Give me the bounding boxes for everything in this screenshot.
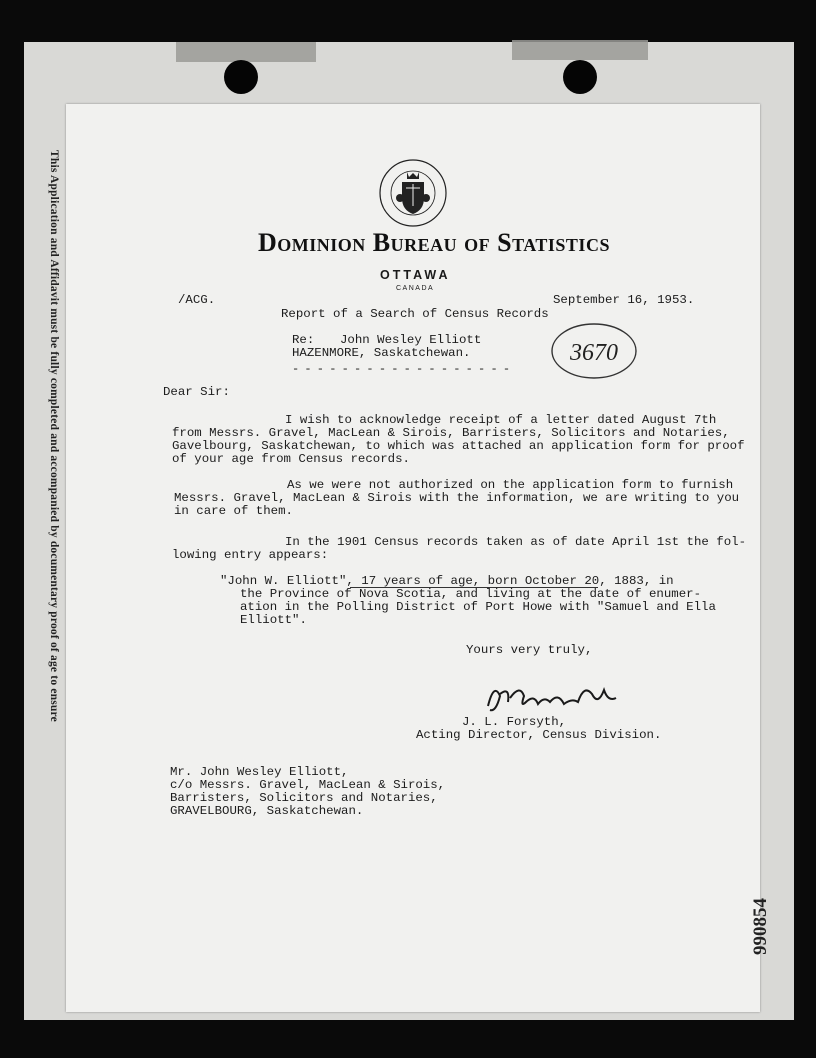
quote-line2: the Province of Nova Scotia, and living at the date of enumer- bbox=[240, 587, 702, 601]
handwritten-signature bbox=[480, 676, 620, 720]
file-number: 3670 bbox=[570, 340, 618, 366]
salutation: Dear Sir: bbox=[163, 385, 230, 399]
file-number-annotation bbox=[548, 320, 638, 382]
bureau-country: CANADA bbox=[396, 285, 435, 292]
re-label: Re: bbox=[292, 333, 315, 347]
recipient-line2: c/o Messrs. Gravel, MacLean & Sirois, bbox=[170, 778, 446, 792]
quote-line4: Elliott". bbox=[240, 613, 307, 627]
bureau-city: OTTAWA bbox=[380, 268, 451, 282]
bureau-title: Dominion Bureau of Statistics bbox=[258, 228, 610, 257]
para1-line2: from Messrs. Gravel, MacLean & Sirois, Barristers, Solicitors and Notaries, bbox=[172, 426, 730, 440]
quote-line3: ation in the Polling District of Port Howe with "Samuel and Ella bbox=[240, 600, 716, 614]
closing: Yours very truly, bbox=[466, 643, 593, 657]
para1-line1: I wish to acknowledge receipt of a letter dated August 7th bbox=[285, 413, 717, 427]
para2-line2: Messrs. Gravel, MacLean & Sirois with the information, we are writing to you bbox=[174, 491, 740, 505]
punch-hole-left bbox=[224, 60, 258, 94]
tape-right bbox=[512, 40, 648, 60]
side-instruction-note: This Application and Affidavit must be fully completed and accompanied by documentary proof of age to ensure bbox=[48, 150, 60, 722]
recipient-line4: GRAVELBOURG, Saskatchewan. bbox=[170, 804, 364, 818]
recipient-line3: Barristers, Solicitors and Notaries, bbox=[170, 791, 438, 805]
letter-date: September 16, 1953. bbox=[553, 293, 695, 307]
para3-line2: lowing entry appears: bbox=[172, 548, 329, 562]
para3-line1: In the 1901 Census records taken as of date April 1st the fol- bbox=[285, 535, 747, 549]
para1-line3: Gavelbourg, Saskatchewan, to which was attached an application form for proof bbox=[172, 439, 745, 453]
reference-code: /ACG. bbox=[178, 293, 216, 307]
letter-subject: Report of a Search of Census Records bbox=[281, 307, 549, 321]
tape-left bbox=[176, 42, 316, 62]
re-location: HAZENMORE, Saskatchewan. bbox=[292, 346, 471, 360]
archive-stamp-number: 990854 bbox=[750, 898, 771, 955]
re-name: John Wesley Elliott bbox=[340, 333, 482, 347]
para1-line4: of your age from Census records. bbox=[172, 452, 410, 466]
signer-name: J. L. Forsyth, bbox=[462, 715, 567, 729]
government-seal-icon bbox=[378, 158, 448, 228]
re-rule: - - - - - - - - - - - - - - - - - - bbox=[292, 362, 510, 376]
signer-title: Acting Director, Census Division. bbox=[416, 728, 662, 742]
quote-underline bbox=[350, 587, 598, 588]
punch-hole-right bbox=[563, 60, 597, 94]
recipient-line1: Mr. John Wesley Elliott, bbox=[170, 765, 349, 779]
quote-line1: "John W. Elliott", 17 years of age, born October 20, 1883, in bbox=[220, 574, 674, 588]
para2-line1: As we were not authorized on the application form to furnish bbox=[287, 478, 734, 492]
para2-line3: in care of them. bbox=[174, 504, 293, 518]
